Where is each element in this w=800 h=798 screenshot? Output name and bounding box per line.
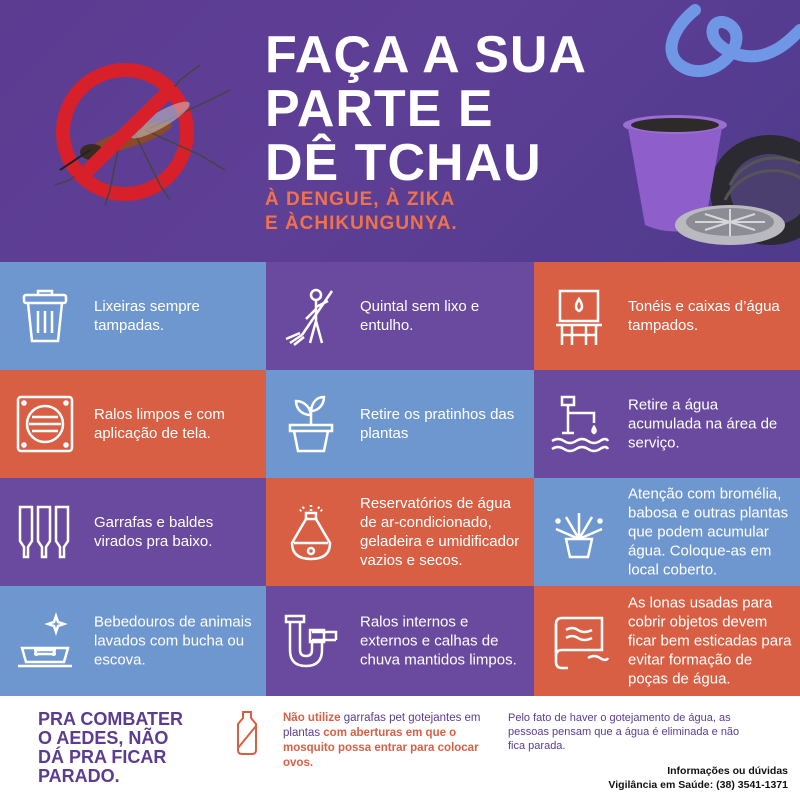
- tip-text: Retire os pratinhos das plantas: [360, 406, 515, 442]
- tip-card-tarps: [534, 586, 800, 696]
- slogan-line-1: PRA COMBATER: [38, 709, 183, 729]
- no-bottle-icon: [234, 710, 260, 756]
- headline-line-3: DÊ TCHAU: [265, 134, 542, 192]
- tip-card-reservoirs: [266, 478, 534, 586]
- tip-text: Ralos internos e externos e calhas de chuva mantidos limpos.: [360, 613, 517, 669]
- water-tank-icon: [548, 285, 610, 347]
- tip-card-yard: [266, 262, 534, 370]
- contact-info-line-2: Vigilância em Saúde: (38) 3541-1371: [608, 779, 788, 791]
- faucet-icon: [548, 393, 610, 455]
- tip-card-pet-bowls: [0, 586, 266, 696]
- slogan: [38, 710, 183, 786]
- humidifier-icon: [280, 501, 342, 563]
- headline-line-2: PARTE E: [265, 80, 494, 138]
- tip-card-internal-drains: [266, 586, 534, 696]
- person-sweeping-icon: [280, 285, 342, 347]
- subheadline-line-2: E ÀCHIKUNGUNYA.: [265, 213, 458, 234]
- tip-text: Bebedouros de animais lavados com bucha ou escova.: [94, 613, 252, 669]
- subheadline-line-1: À DENGUE, À ZIKA: [265, 189, 456, 210]
- tip-text: Quintal sem lixo e entulho.: [360, 298, 480, 334]
- contact-info: [608, 764, 788, 792]
- tip-text: Ralos limpos e com aplicação de tela.: [94, 406, 225, 442]
- bottle-tip-text: garrafas pet gotejantes em plantas: [283, 712, 481, 739]
- tip-card-trash: [0, 262, 266, 370]
- tip-text: Reservatórios de água de ar-condicionado, geladeira e umidificador vazios e secos.: [360, 495, 520, 569]
- tip-text: Retire a água acumulada na área de serviço.: [628, 396, 778, 452]
- plant-pot-icon: [280, 393, 342, 455]
- footer: [0, 696, 800, 798]
- tip-text: Atenção com bromélia, babosa e outras plantas que podem acumular água. Coloque-as em local coberto.: [628, 485, 789, 579]
- slogan-line-2: O AEDES, NÃO: [38, 728, 169, 748]
- header-banner: [0, 0, 800, 262]
- breeding-objects-illustration: [600, 0, 800, 262]
- bromeliad-icon: [548, 501, 610, 563]
- tips-grid: [0, 262, 800, 696]
- bottle-tip-highlight-1: Não utilize: [283, 712, 341, 724]
- dripping-note: Pelo fato de haver o gotejamento de água, as pessoas pensam que a água é eliminada e não fica parada.: [508, 712, 740, 752]
- tip-card-service-area: [534, 370, 800, 478]
- tip-card-drains: [0, 370, 266, 478]
- bottle-tip-highlight-2: com aberturas em que o mosquito possa entrar para colocar ovos.: [283, 727, 479, 769]
- slogan-line-3: DÁ PRA FICAR: [38, 747, 167, 767]
- contact-info-line-1: Informações ou dúvidas: [667, 765, 788, 777]
- bottle-tip: [283, 711, 498, 771]
- slogan-line-4: PARADO.: [38, 766, 120, 786]
- pet-bowl-icon: [14, 610, 76, 672]
- tip-text: Garrafas e baldes virados pra baixo.: [94, 514, 214, 550]
- tip-text: Tonéis e caixas d’água tampados.: [628, 298, 780, 334]
- tip-text: As lonas usadas para cobrir objetos devem ficar bem esticadas para evitar formação de poças de água.: [628, 594, 792, 688]
- headline: [265, 28, 587, 190]
- tip-card-plants: [266, 370, 534, 478]
- drain-grate-icon: [14, 393, 76, 455]
- tip-text: Lixeiras sempre tampadas.: [94, 298, 200, 334]
- no-mosquito-icon: [50, 60, 240, 210]
- trash-bin-icon: [14, 285, 76, 347]
- tip-card-bromeliads: [534, 478, 800, 586]
- tip-card-tanks: [534, 262, 800, 370]
- subheadline: [265, 188, 458, 236]
- bottles-upside-down-icon: [14, 501, 76, 563]
- tip-card-bottles: [0, 478, 266, 586]
- headline-line-1: FAÇA A SUA: [265, 26, 587, 84]
- tarp-icon: [548, 610, 610, 672]
- drain-pipe-icon: [280, 610, 342, 672]
